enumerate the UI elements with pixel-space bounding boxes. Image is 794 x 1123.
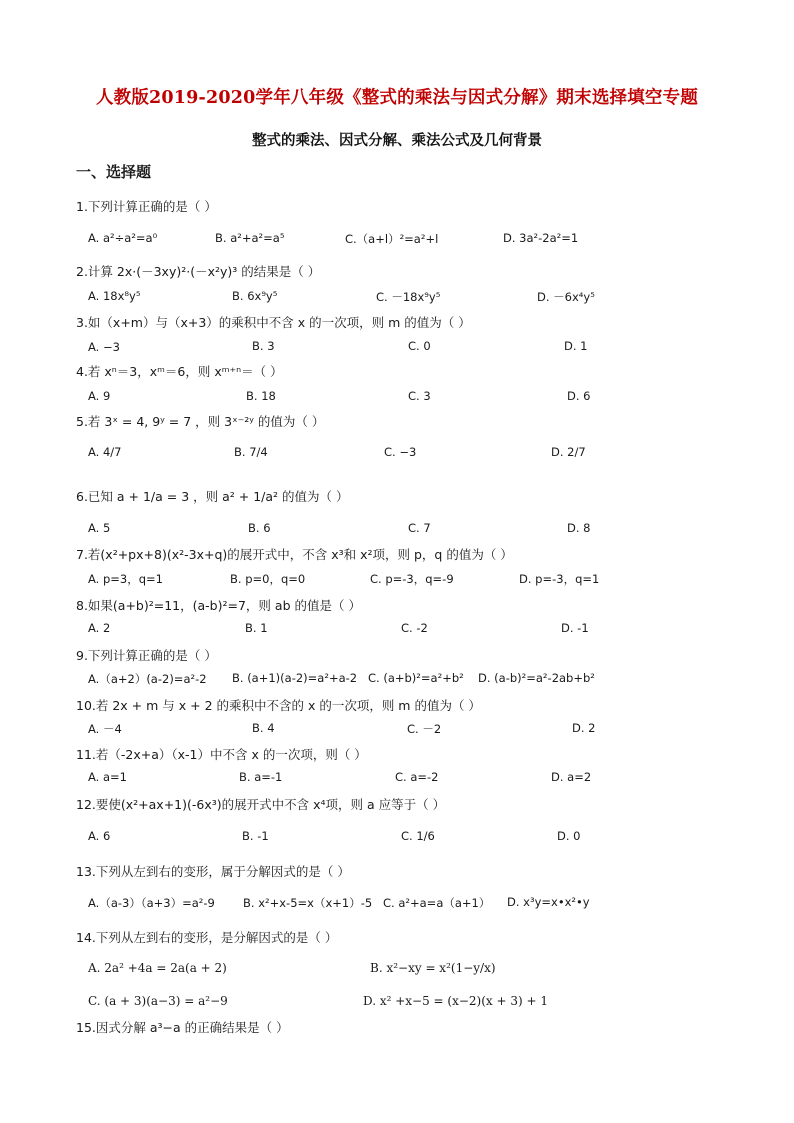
question-3-stem: 3.如（x+m）与（x+3）的乘积中不含 x 的一次项，则 m 的值为（ ）	[76, 315, 471, 330]
question-13-option-b: B. x²+x-5=x（x+1）-5	[243, 896, 373, 910]
question-14-option-d: D. x² +x−5 = (x−2)(x + 3) + 1	[363, 994, 548, 1008]
question-8-option-d: D. -1	[561, 621, 589, 635]
question-14-stem: 14.下列从左到右的变形，是分解因式的是（ ）	[76, 930, 338, 945]
question-4-option-b: B. 18	[246, 389, 276, 403]
question-5-option-b: B. 7/4	[234, 445, 268, 459]
question-2-option-c: C. －18x⁹y⁵	[376, 290, 441, 304]
question-11-option-c: C. a=-2	[395, 770, 439, 784]
question-6-option-c: C. 7	[408, 521, 431, 535]
question-11-option-b: B. a=-1	[239, 770, 283, 784]
question-2-option-d: D. －6x⁴y⁵	[537, 290, 595, 304]
question-2-option-b: B. 6x⁹y⁵	[232, 289, 278, 303]
question-5-option-c: C. −3	[384, 445, 417, 459]
question-14-option-c: C. (a + 3)(a−3) = a²−9	[88, 994, 228, 1008]
question-1-option-b: B. a²+a²=a⁵	[215, 231, 285, 245]
question-11-stem: 11.若（-2x+a）（x-1）中不含 x 的一次项，则（ ）	[76, 747, 367, 762]
question-7-stem: 7.若(x²+px+8)(x²-3x+q)的展开式中，不含 x³和 x²项，则 p，q 的值为（ ）	[76, 547, 513, 562]
question-11-option-d: D. a=2	[551, 770, 592, 784]
question-4-option-a: A. 9	[88, 389, 111, 403]
question-7-option-a: A. p=3，q=1	[88, 572, 163, 586]
question-6-option-b: B. 6	[248, 521, 271, 535]
question-6-option-a: A. 5	[88, 521, 111, 535]
question-3-option-d: D. 1	[564, 339, 588, 353]
question-8-option-c: C. -2	[401, 621, 428, 635]
question-5-option-a: A. 4/7	[88, 445, 122, 459]
question-10-option-a: A. －4	[88, 722, 122, 736]
question-8-option-b: B. 1	[245, 621, 268, 635]
question-11-option-a: A. a=1	[88, 770, 127, 784]
question-7-option-c: C. p=-3，q=-9	[370, 572, 454, 586]
question-12-option-b: B. -1	[242, 829, 269, 843]
question-9-option-b: B. (a+1)(a-2)=a²+a-2	[232, 671, 358, 685]
question-1-option-c: C.（a+l）²=a²+l	[345, 232, 439, 246]
section-heading: 一、选择题	[76, 163, 152, 181]
question-10-option-c: C. －2	[407, 722, 442, 736]
question-4-option-d: D. 6	[567, 389, 591, 403]
question-7-option-b: B. p=0，q=0	[230, 572, 306, 586]
question-13-option-a: A.（a-3）（a+3）=a²-9	[88, 896, 215, 910]
question-9-option-d: D. (a-b)²=a²-2ab+b²	[478, 671, 595, 685]
question-10-stem: 10.若 2x + m 与 x + 2 的乘积中不含的 x 的一次项，则 m 的值为（ ）	[76, 698, 481, 713]
question-3-option-c: C. 0	[408, 339, 431, 353]
question-10-option-b: B. 4	[252, 721, 275, 735]
question-9-stem: 9.下列计算正确的是（ ）	[76, 648, 217, 663]
question-6-stem: 6.已知 a + 1/a = 3 ，则 a² + 1/a² 的值为（ ）	[76, 489, 349, 504]
question-12-option-d: D. 0	[557, 829, 581, 843]
question-2-stem: 2.计算 2x·(－3xy)²·(－x²y)³ 的结果是（ ）	[76, 264, 321, 279]
question-9-option-a: A.（a+2）(a-2)=a²-2	[88, 672, 207, 686]
question-7-option-d: D. p=-3，q=1	[519, 572, 600, 586]
question-12-option-c: C. 1/6	[401, 829, 435, 843]
question-14-option-a: A. 2a² +4a = 2a(a + 2)	[88, 961, 227, 975]
question-15-stem: 15.因式分解 a³−a 的正确结果是（ ）	[76, 1020, 289, 1035]
question-4-option-c: C. 3	[408, 389, 431, 403]
question-1-option-a: A. a²÷a²=a⁰	[88, 231, 158, 245]
question-9-option-c: C. (a+b)²=a²+b²	[368, 671, 464, 685]
question-13-option-d: D. x³y=x•x²•y	[507, 895, 590, 909]
question-10-option-d: D. 2	[572, 721, 596, 735]
question-2-option-a: A. 18x⁸y⁵	[88, 289, 141, 303]
question-12-option-a: A. 6	[88, 829, 111, 843]
question-5-option-d: D. 2/7	[551, 445, 586, 459]
question-13-option-c: C. a²+a=a（a+1）	[383, 896, 491, 910]
question-6-option-d: D. 8	[567, 521, 591, 535]
question-14-option-b: B. x²−xy = x²(1−y/x)	[370, 961, 496, 975]
question-1-option-d: D. 3a²-2a²=1	[503, 231, 579, 245]
document-title: 人教版2019-2020学年八年级《整式的乘法与因式分解》期末选择填空专题	[95, 88, 699, 108]
document-subtitle: 整式的乘法、因式分解、乘法公式及几何背景	[252, 133, 542, 149]
question-4-stem: 4.若 xⁿ＝3，xᵐ＝6，则 xᵐ⁺ⁿ＝（ ）	[76, 364, 283, 379]
question-3-option-a: A. −3	[88, 340, 120, 354]
question-8-stem: 8.如果(a+b)²=11，(a-b)²=7，则 ab 的值是（ ）	[76, 598, 361, 613]
question-13-stem: 13.下列从左到右的变形，属于分解因式的是（ ）	[76, 864, 350, 879]
question-5-stem: 5.若 3ˣ = 4, 9ʸ = 7 ，则 3ˣ⁻²ʸ 的值为（ ）	[76, 414, 325, 429]
question-1-stem: 1.下列计算正确的是（ ）	[76, 199, 217, 214]
question-12-stem: 12.要使(x²+ax+1)(-6x³)的展开式中不含 x⁴项，则 a 应等于（ ）	[76, 797, 446, 812]
question-3-option-b: B. 3	[252, 339, 275, 353]
question-8-option-a: A. 2	[88, 621, 111, 635]
